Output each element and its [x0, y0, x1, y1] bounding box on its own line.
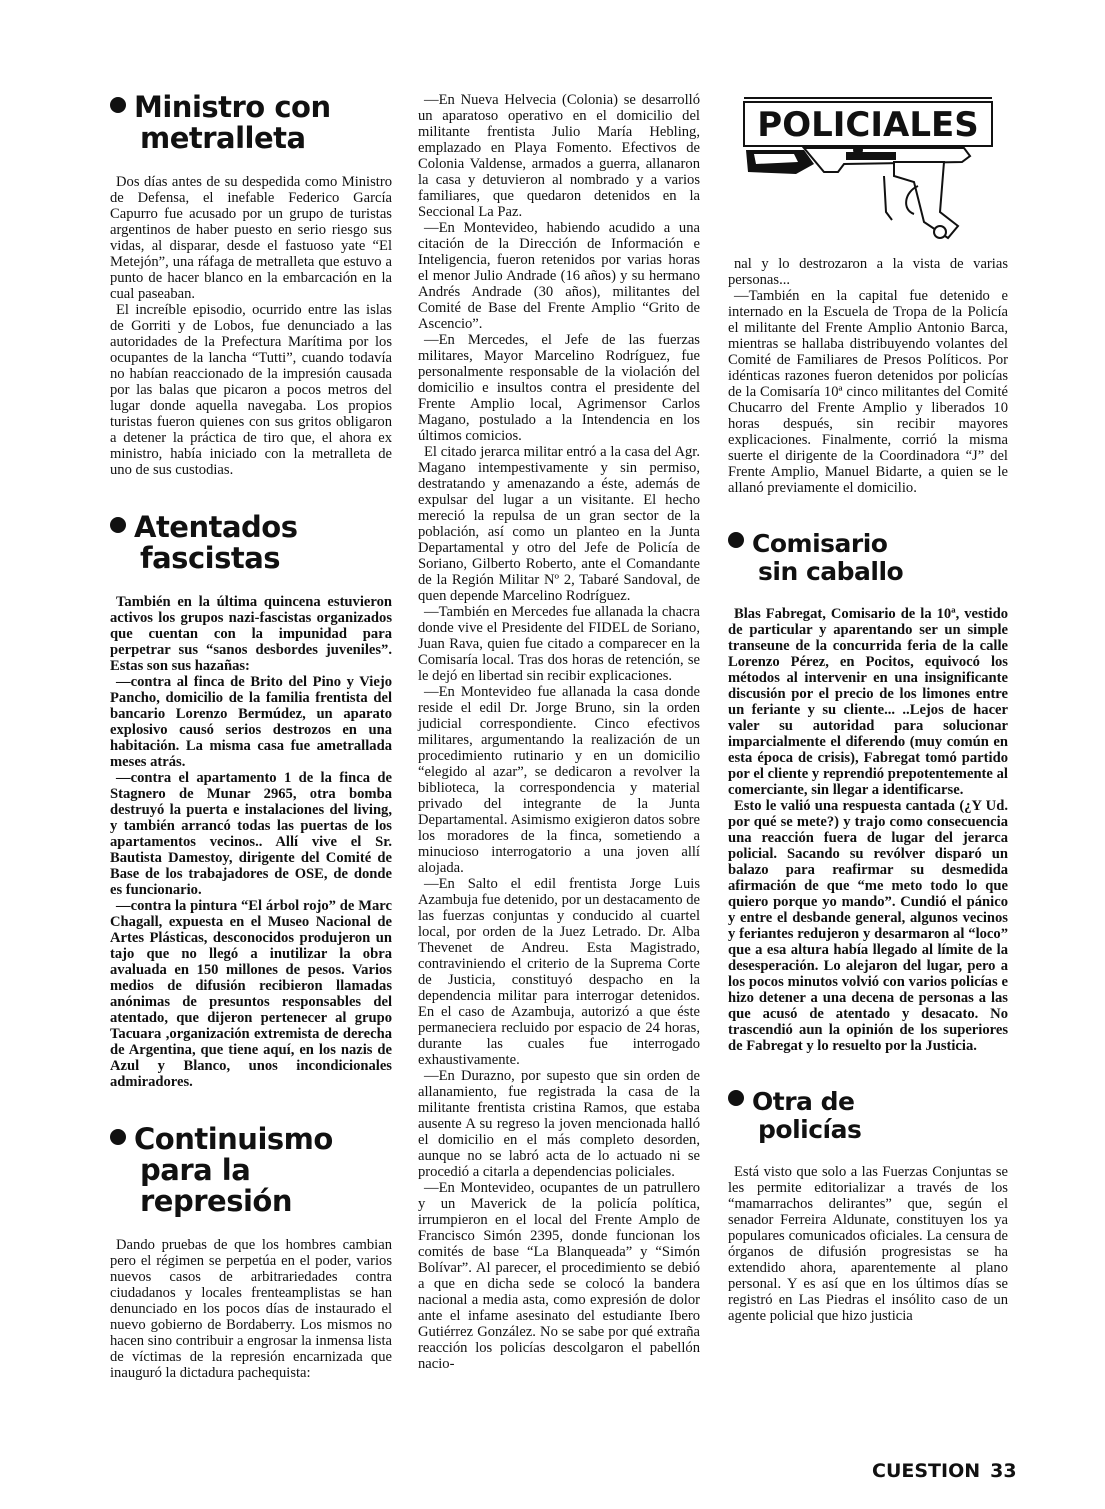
policiales-logo — [734, 92, 1002, 242]
paragraph: —En Montevideo, ocupantes de un patrullero y un Maverick de la policía política, irrumpieron en el local del Frente Amplo de Francisco Simón 2395, donde funcionan los comités de base “La Blanqueada” y “Simón Bolívar”. Al parecer, el procedimiento se debió a que en dicha sede se colocó la bandera nacional a media asta, como expresión de dolor ante el infame asesinato del estudiante Ibero Gutiérrez González. No se sabe por qué extraña reacción los policías descolgaron el pabellón nacio- — [418, 1180, 700, 1372]
bullet-icon — [110, 517, 126, 533]
paragraph: El increíble episodio, ocurrido entre las islas de Gorriti y de Lobos, fue denunciado a las autoridades de la Prefectura Marítima por los ocupantes de la lancha “Tutti”, cuando todavía no habían reaccionado de la impresión causada por las balas que picaron a pocos metros del lugar donde aquella navegaba. Los propios turistas fueron quienes con sus gritos obligaron a detener la práctica de tiro que, el ahora ex ministro, había iniciado con la metralleta de uno de sus custodias. — [110, 302, 392, 478]
paragraph: nal y lo destrozaron a la vista de varias personas... — [728, 256, 1008, 288]
bullet-icon — [110, 1129, 126, 1145]
paragraph: —También en Mercedes fue allanada la chacra donde vive el Presidente del FIDEL de Soriano, Juan Rava, quien fue citado a comparecer en la Comisaría local. Tras dos horas de retención, se le dejó en libertad sin recibir explicaciones. — [418, 604, 700, 684]
paragraph: —En Montevideo, habiendo acudido a una citación de la Dirección de Información e Inteligencia, fueron retenidos por varias horas el menor Julio Andrade (16 años) y su hermano Andrés Andrade (30 años), militantes del Comité de Base del Frente Amplio “Grito de Ascencio”. — [418, 220, 700, 332]
bullet-icon — [728, 532, 744, 548]
headline-otra: Otra de policías — [728, 1088, 1008, 1144]
article-atentados — [110, 594, 392, 1090]
magazine-name: CUESTION — [872, 1460, 981, 1482]
column-3 — [728, 92, 1008, 1324]
article-policiales — [728, 256, 1008, 496]
article-ministro — [110, 174, 392, 478]
paragraph: —También en la capital fue detenido e internado en la Escuela de Tropa de la Policía el militante del Frente Amplio Antonio Barca, mientras se hallaba distribuyendo volantes del Comité de Familiares de Presos Políticos. Por idénticas razones fueron detenidos por policías de la Comisaría 10ª cinco militantes del Comité Chucarro del Frente Amplio y liberados 10 horas después, sin recibir mayores explicaciones. Finalmente, corrió la misma suerte el dirigente de la Coordinadora “J” del Frente Amplio, Manuel Bidarte, a quien se le allanó previamente el domicilio. — [728, 288, 1008, 496]
paragraph: —En Nueva Helvecia (Colonia) se desarrolló un aparatoso operativo en el domicilio del militante frentista Julio María Hebling, emplazado en Playa Fomento. Efectivos de Colonia Valdense, armados a guerra, allanaron la casa y detuvieron al nombrado y a varios familiares, que quedaron detenidos en la Seccional La Paz. — [418, 92, 700, 220]
paragraph: —contra el apartamento 1 de la finca de Stagnero de Munar 2965, otra bomba destruyó la puerta e instalaciones del living, y también arrancó todas las puertas de los apartamentos vecinos.. Allí vive el Sr. Bautista Damestoy, dirigente del Comité de Base de los trabajadores de OSE, de donde es funcionario. — [110, 770, 392, 898]
page-footer — [862, 1460, 1017, 1482]
paragraph: Blas Fabregat, Comisario de la 10ª, vestido de particular y aparentando ser un simple transeune de la concurrida feria de la calle Lorenzo Pérez, en Pocitos, equivocó los métodos al intervenir en una insignificante discusión por el precio de los limones entre un feriante y su cliente... ..Lejos de hacer valer su autoridad para solucionar imparcialmente el diferendo (muy común en esta época de crisis), Fabregat tomó partido por el cliente y reprendió prepotentemente al comerciante, sin llegar a identificarse. — [728, 606, 1008, 798]
article-comisario — [728, 606, 1008, 1054]
article-otra — [728, 1164, 1008, 1324]
paragraph: Dos días antes de su despedida como Ministro de Defensa, el inefable Federico García Capurro fue acusado por un grupo de turistas argentinos de haber puesto en serio riesgo sus vidas, al disparar, desde el fastuoso yate “El Metejón”, una ráfaga de metralleta que estuvo a punto de hacer blanco en la embarcación en la cual paseaban. — [110, 174, 392, 302]
paragraph: —En Durazno, por supesto que sin orden de allanamiento, fue registrada la casa de la militante frentista cristina Ramos, que estaba ausente A su regreso la joven mencionada halló el domicilio en el más completo desorden, aunque no se labró acta de lo actuado ni se procedió a citarla a dependencias policiales. — [418, 1068, 700, 1180]
paragraph: —En Montevideo fue allanada la casa donde reside el edil Dr. Jorge Bruno, sin la orden judicial correspondiente. Cinco efectivos militares, argumentando la realización de un procedimiento rutinario y en un domicilio “elegido al azar”, se dedicaron a revolver la biblioteca, la correspondencia y material privado del integrante de la Junta Departamental. Asimismo exigieron datos sobre los moradores de la finca, sometiendo a minucioso interrogatorio a una joven allí alojada. — [418, 684, 700, 876]
paragraph: Esto le valió una respuesta cantada (¿Y Ud. por qué se mete?) y trajo como consecuencia una reacción fuera de lugar del jerarca policial. Sacando su revólver disparó un balazo para reafirmar su desmedida afirmación de que “me meto todo lo que quiero porque yo mando”. Cundió el pánico y entre el desbande general, algunos vecinos y feriantes redujeron y desarmaron al “loco” que a esa altura había llegado al límite de la desesperación. Lo alejaron del lugar, pero a los pocos minutos volvió con varios policías e hizo detener a una decena de personas a las que acusó de atentado y desacato. No trascendió aun la opinión de los superiores de Fabregat y lo resuelto por la Justicia. — [728, 798, 1008, 1054]
paragraph: —En Salto el edil frentista Jorge Luis Azambuja fue detenido, por un destacamento de las fuerzas conjuntas y conducido al cuartel local, por orden de la Juez Letrado. Dr. Alba Thevenet de Andreu. Esta Magistrado, contraviniendo el criterio de la Suprema Corte de Justicia, constituyó despacho en la dependencia militar para interrogar detenidos. En el caso de Azambuja, autorizó a que éste permaneciera recluido por espacio de 24 horas, durante las cuales fue interrogado exhaustivamente. — [418, 876, 700, 1068]
paragraph: Dando pruebas de que los hombres cambian pero el régimen se perpetúa en el poder, varios nuevos casos de arbitrariedades contra ciudadanos y locales frenteamplistas se han denunciado en los pocos días de instaurado el nuevo gobierno de Bordaberry. Los mismos no hacen sino contribuir a engrosar la inmensa lista de víctimas de la represión encarnizada que inauguró la dictadura pachequista: — [110, 1237, 392, 1381]
paragraph: —contra la pintura “El árbol rojo” de Marc Chagall, expuesta en el Museo Nacional de Artes Plásticas, desconocidos produjeron un tajo que no llegó a inutilizar la obra avaluada en 150 millones de pesos. Varios medios de difusión recibieron llamadas anónimas de presuntos responsables del atentado, que dijeron pertenecer al grupo Tacuara ,organización extremista de derecha de Argentina, que tiene aquí, en los nazis de Azul y Blanco, unos incondicionales admiradores. — [110, 898, 392, 1090]
page-number: 33 — [990, 1460, 1017, 1482]
paragraph: El citado jerarca militar entró a la casa del Agr. Magano intempestivamente y sin permiso, destratando y amenazando a éste, además de expulsar del lugar a un visitante. El hecho mereció la repulsa de un gran sector de la población, así como un planteo en la Junta Departamental y otro del Jefe de Policía de Soriano, Gilberto Roberto, ante el Comandante de la Región Militar Nº 2, Tabaré Sandoval, de quen depende Marcelino Rodríguez. — [418, 444, 700, 604]
paragraph: —En Mercedes, el Jefe de las fuerzas militares, Mayor Marcelino Rodríguez, fue personalmente responsable de la violación del domicilio e insultos contra el presidente del Frente Amplio local, Agrimensor Carlos Magano, postulado a la Intendencia en los últimos comicios. — [418, 332, 700, 444]
headline-comisario: Comisario sin caballo — [728, 530, 1008, 586]
revolver-icon — [734, 92, 1002, 242]
paragraph: —contra al finca de Brito del Pino y Viejo Pancho, domicilio de la familia frentista del bancario Lorenzo Bermúdez, un aparato explosivo causó serios destrozos en una habitación. La misma casa fue ametrallada meses atrás. — [110, 674, 392, 770]
article-continuismo — [110, 1237, 392, 1381]
headline-continuismo: Continuismo para la represión — [110, 1124, 392, 1217]
paragraph: Está visto que solo a las Fuerzas Conjuntas se les permite editorializar a través de los “mamarrachos delirantes” que, según el senador Ferreira Aldunate, constituyen los ya populares comunicados oficiales. La censura de órganos de difusión progresistas se ha extendido ahora, aparentemente al plano personal. Y es así que en los últimos días se registró en Las Piedras el insólito caso de un agente policial que hizo justicia — [728, 1164, 1008, 1324]
bullet-icon — [728, 1090, 744, 1106]
article-continuismo-continued — [418, 92, 700, 1372]
headline-ministro: Ministro con metralleta — [110, 92, 392, 154]
paragraph: También en la última quincena estuvieron activos los grupos nazi-fascistas organizados que cuentan con la impunidad para perpetrar sus “sanos desbordes juveniles”. Estas son sus hazañas: — [110, 594, 392, 674]
headline-atentados: Atentados fascistas — [110, 512, 392, 574]
column-2 — [418, 92, 700, 1372]
column-1 — [110, 92, 392, 1381]
bullet-icon — [110, 97, 126, 113]
policiales-logo-text: POLICIALES — [757, 105, 979, 145]
